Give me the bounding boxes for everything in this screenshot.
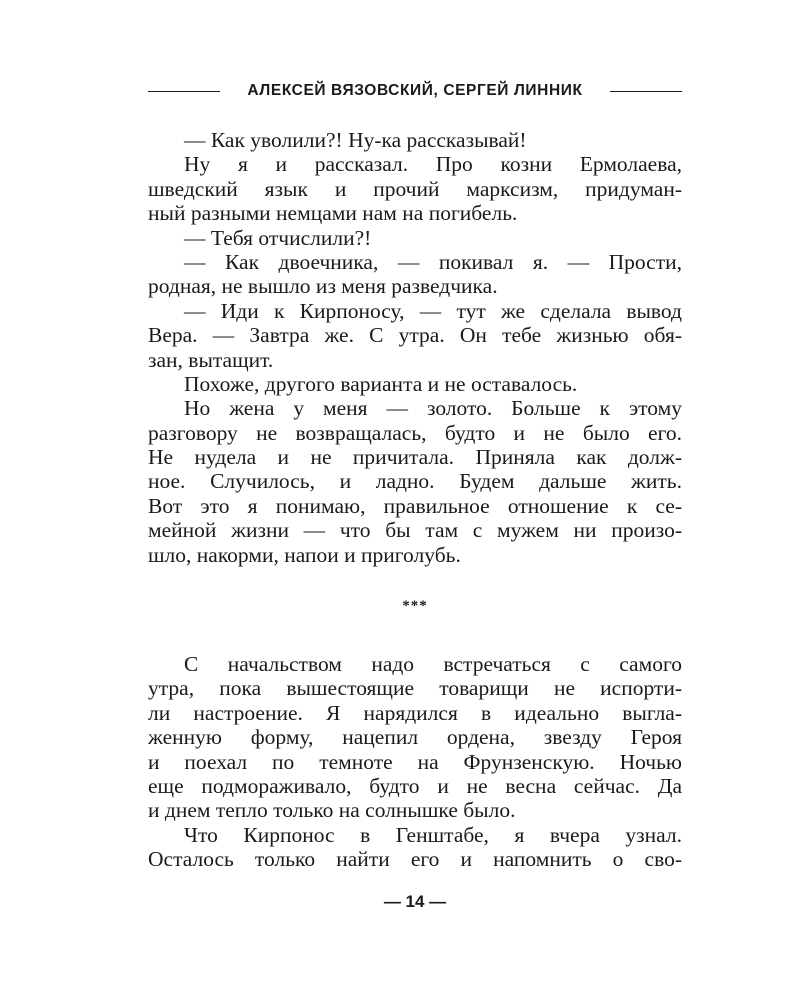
text-line: — Тебя отчислили?! xyxy=(184,225,372,250)
text-line: — Иди к Кирпоносу, — тут же сделала вывод xyxy=(184,298,682,323)
section-separator: *** xyxy=(402,598,428,614)
text-line: Ну я и рассказал. Про козни Ермолаева, xyxy=(184,152,682,177)
text-line: зан, вытащит. xyxy=(148,347,274,372)
text-line: — Как двоечника, — покивал я. — Прости, xyxy=(184,249,682,274)
text-line: ли настроение. Я нарядился в идеально выгла- xyxy=(148,700,682,725)
text-line: Что Кирпонос в Генштабе, я вчера узнал. xyxy=(184,822,682,847)
page-number: — 14 — xyxy=(383,892,447,911)
text-line: Вера. — Завтра же. С утра. Он тебе жизнью обя- xyxy=(148,323,682,348)
text-line: Не нудела и не причитала. Приняла как долж- xyxy=(148,445,682,470)
running-head-rule-left xyxy=(148,91,220,92)
text-line: и днем тепло только на солнышке было. xyxy=(148,798,516,823)
text-block-1 xyxy=(148,128,682,567)
running-head-authors: АЛЕКСЕЙ ВЯЗОВСКИЙ, СЕРГЕЙ ЛИННИК xyxy=(247,82,583,99)
text-line: разговору не возвращалась, будто и не было его. xyxy=(148,420,682,445)
text-line: Осталось только найти его и напомнить о сво- xyxy=(148,847,682,872)
text-line: Похоже, другого варианта и не оставалось. xyxy=(184,371,578,396)
text-line: шведский язык и прочий марксизм, придуман- xyxy=(148,176,682,201)
text-line: С начальством надо встречаться с самого xyxy=(184,652,682,676)
text-line: ный разными немцами нам на погибель. xyxy=(148,201,518,226)
text-line: женную форму, нацепил ордена, звезду Героя xyxy=(148,725,682,750)
text-line: ное. Случилось, и ладно. Будем дальше жить. xyxy=(148,469,682,494)
running-head xyxy=(148,80,682,102)
text-line: шло, накорми, напои и приголубь. xyxy=(148,542,461,567)
running-head-rule-right xyxy=(610,91,682,92)
text-line: Вот это я понимаю, правильное отношение к се- xyxy=(148,493,682,518)
text-line: родная, не вышло из меня разведчика. xyxy=(148,274,498,299)
text-line: утра, пока вышестоящие товарищи не испорти- xyxy=(148,676,682,701)
text-block-2 xyxy=(148,652,682,872)
text-line: еще подмораживало, будто и не весна сейчас. Да xyxy=(148,773,682,798)
text-line: мейной жизни — что бы там с мужем ни произо- xyxy=(148,518,682,543)
text-line: и поехал по темноте на Фрунзенскую. Ночью xyxy=(148,749,682,774)
text-line: Но жена у меня — золото. Больше к этому xyxy=(184,396,682,421)
text-line: — Как уволили?! Ну-ка рассказывай! xyxy=(184,128,527,152)
